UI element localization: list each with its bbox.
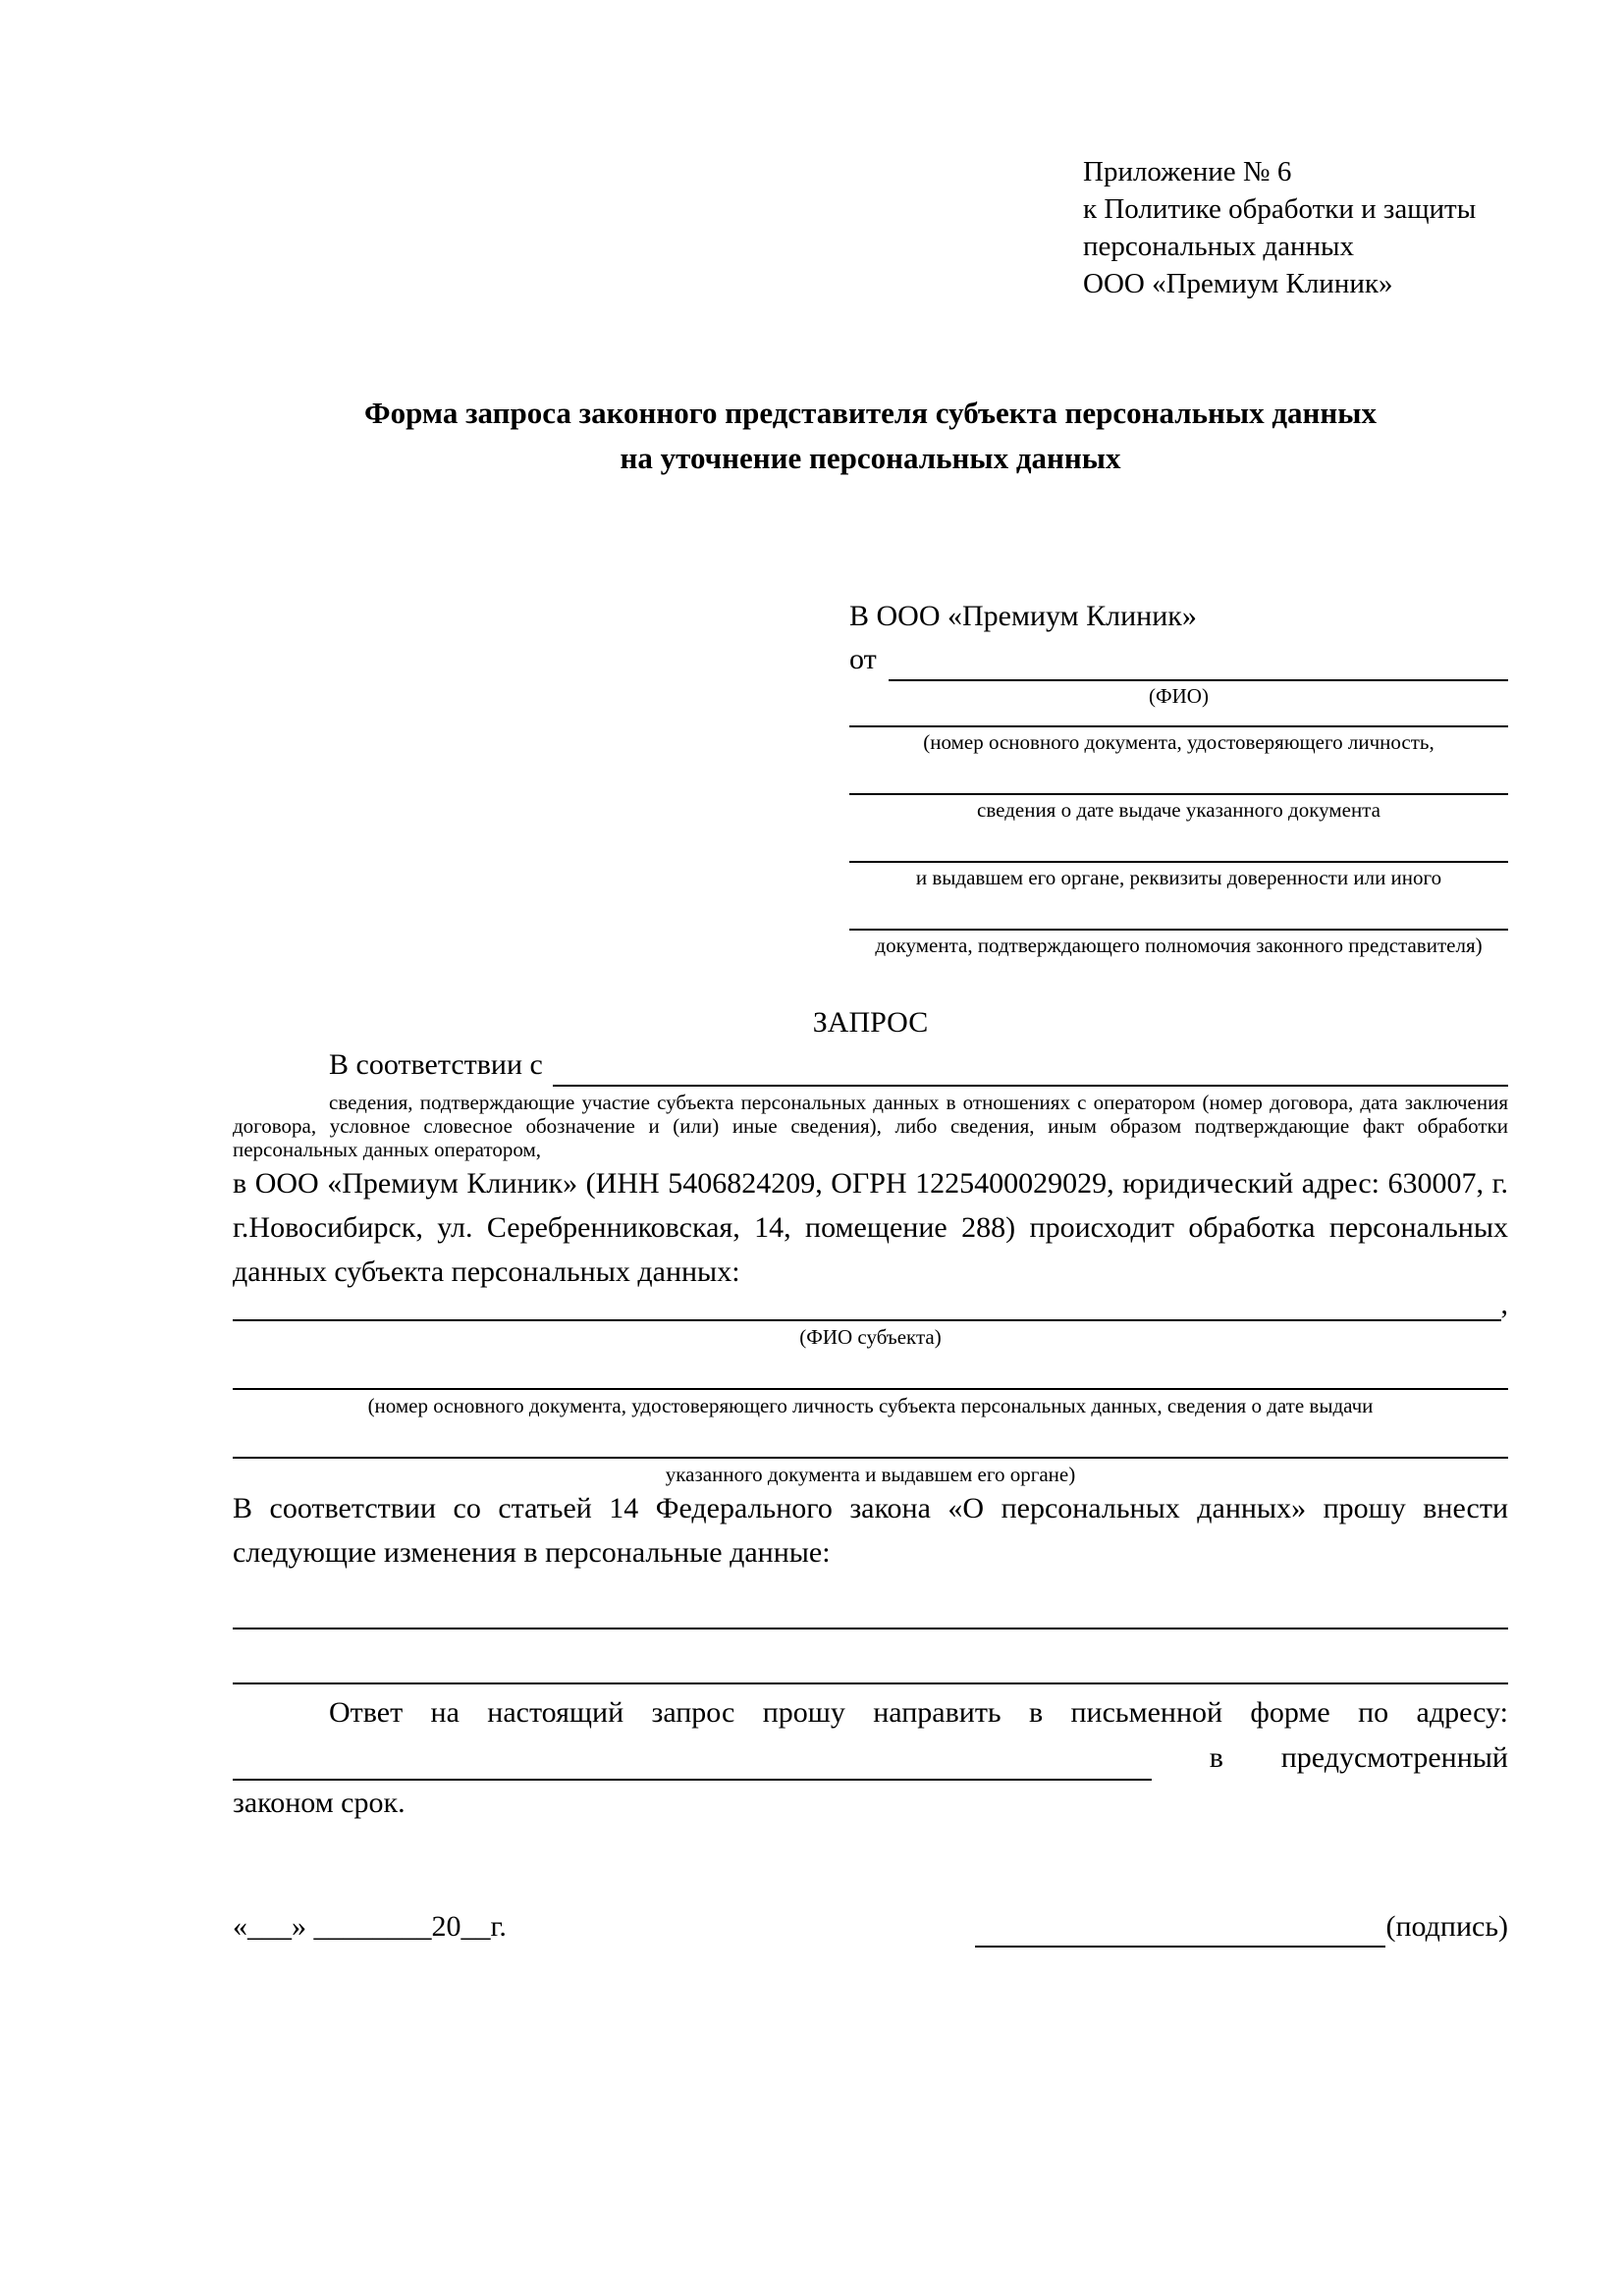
accordance-field-line bbox=[553, 1085, 1508, 1087]
from-row bbox=[849, 638, 1508, 681]
operator-paragraph: в ООО «Премиум Клиник» (ИНН 5406824209, ОГРН 1225400029029, юридический адрес: 630007, г. г.Новосибирск, ул. Серебренниковская, 14, помещение 288) происходит обработка персональных данных субъекта персональных данных: bbox=[233, 1167, 1508, 1288]
answer-request-line: Ответ на настоящий запрос прошу направить в письменной форме по адресу: bbox=[329, 1696, 1508, 1729]
appendix-policy-line1: к Политике обработки и защиты bbox=[1083, 193, 1477, 225]
addressee-block bbox=[849, 595, 1508, 957]
accordance-lead: В соответствии с bbox=[329, 1048, 543, 1081]
addressee-company: В ООО «Премиум Клиник» bbox=[849, 600, 1197, 632]
answer-tail: законом срок. bbox=[233, 1787, 406, 1819]
representative-doc-caption-2: сведения о дате выдаче указанного документа bbox=[977, 798, 1380, 822]
representative-doc-field-line-4 bbox=[849, 889, 1508, 931]
representative-doc-field-line-2 bbox=[849, 754, 1508, 795]
changes-row-2 bbox=[233, 1629, 1508, 1684]
subject-doc-caption-1: (номер основного документа, удостоверяющего личность субъекта персональных данных, сведения о дате выдачи bbox=[367, 1394, 1374, 1417]
changes-field-line-1 bbox=[233, 1628, 1508, 1629]
subject-doc-field-line-2 bbox=[233, 1457, 1508, 1459]
subject-doc-field-line-1 bbox=[233, 1388, 1508, 1390]
date-signature-row bbox=[233, 1906, 1508, 1948]
appendix-policy-line2: персональных данных bbox=[1083, 231, 1355, 262]
subject-doc-row-2 bbox=[233, 1417, 1508, 1459]
representative-doc-caption-3: и выдавшем его органе, реквизиты доверенности или иного bbox=[915, 866, 1442, 889]
document-title-line1: Форма запроса законного представителя субъекта персональных данных bbox=[364, 396, 1377, 430]
appendix-header bbox=[1083, 153, 1508, 302]
answer-end-word: предусмотренный bbox=[1280, 1741, 1508, 1774]
fio-caption: (ФИО) bbox=[1149, 684, 1209, 708]
appendix-number: Приложение № 6 bbox=[1083, 156, 1292, 187]
law-paragraph: В соответствии со статьей 14 Федерального закона «О персональных данных» прошу внести следующие изменения в персональные данные: bbox=[233, 1492, 1508, 1569]
signature-group bbox=[975, 1906, 1508, 1948]
answer-mid-word: в bbox=[1209, 1741, 1223, 1774]
signature-caption: (подпись) bbox=[1385, 1910, 1508, 1943]
subject-fio-field-line bbox=[233, 1319, 1501, 1321]
document-content bbox=[233, 0, 1508, 1948]
from-fio-field-line bbox=[889, 679, 1508, 681]
date-blank: «___» ________20__г. bbox=[233, 1910, 507, 1943]
accordance-row bbox=[233, 1043, 1508, 1087]
changes-row-1 bbox=[233, 1575, 1508, 1629]
changes-field-line-2 bbox=[233, 1682, 1508, 1684]
representative-doc-field-line-3 bbox=[849, 822, 1508, 863]
from-label: от bbox=[849, 643, 877, 675]
subject-fio-caption: (ФИО субъекта) bbox=[799, 1325, 942, 1349]
appendix-company: ООО «Премиум Клиник» bbox=[1083, 268, 1393, 299]
subject-fio-row bbox=[233, 1288, 1508, 1321]
document-title bbox=[233, 391, 1508, 481]
document-title-line2: на уточнение персональных данных bbox=[620, 441, 1121, 475]
subject-doc-row-1 bbox=[233, 1349, 1508, 1390]
representative-doc-caption-1: (номер основного документа, удостоверяющего личность, bbox=[923, 730, 1435, 754]
representative-doc-caption-4: документа, подтверждающего полномочия законного представителя) bbox=[875, 934, 1483, 957]
accordance-note: сведения, подтверждающие участие субъекта персональных данных в отношениях с оператором (номер договора, дата заключения договора, условное словесное обозначение и (или) иные сведения), либо сведения, иным образом подтверждающие факт обработки персональных данных оператором, bbox=[233, 1091, 1508, 1161]
request-heading: ЗАПРОС bbox=[812, 1006, 929, 1039]
signature-field-line bbox=[975, 1912, 1385, 1948]
answer-address-row bbox=[233, 1735, 1508, 1781]
trailing-comma: , bbox=[1500, 1288, 1508, 1320]
representative-doc-field-line-1 bbox=[849, 708, 1508, 727]
subject-doc-caption-2: указанного документа и выдавшем его органе) bbox=[665, 1463, 1076, 1486]
answer-address-field-line bbox=[233, 1745, 1152, 1781]
